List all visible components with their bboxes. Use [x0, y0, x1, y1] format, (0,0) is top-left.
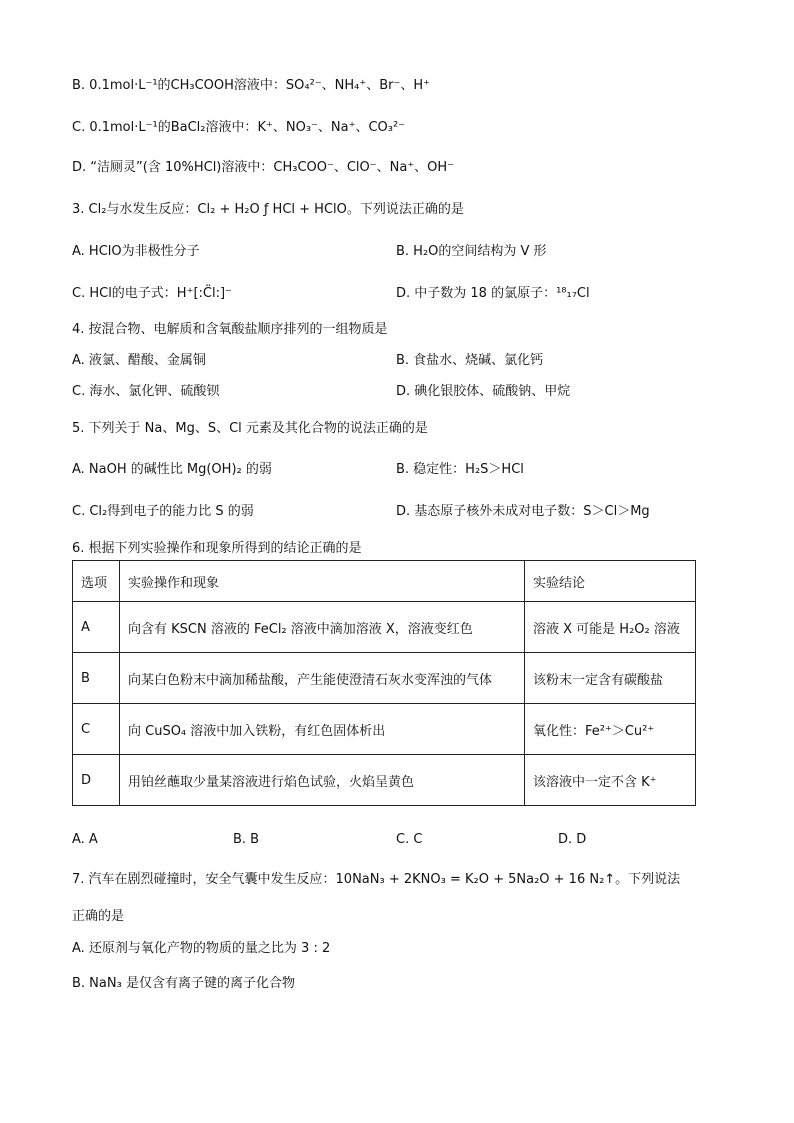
- q4-option-c: C. 海水、氯化钾、硫酸钡: [72, 384, 220, 399]
- q5-stem: 5. 下列关于 Na、Mg、S、Cl 元素及其化合物的说法正确的是: [72, 421, 428, 436]
- q4-option-a: A. 液氯、醋酸、金属铜: [72, 353, 206, 368]
- table-cell: B: [73, 653, 120, 704]
- q4-stem: 4. 按混合物、电解质和含氧酸盐顺序排列的一组物质是: [72, 322, 388, 337]
- q3-option-a: A. HClO为非极性分子: [72, 244, 200, 259]
- q6-option-c: C. C: [396, 832, 423, 847]
- table-header-cell: 实验结论: [525, 561, 696, 602]
- table-header-cell: 实验操作和现象: [120, 561, 525, 602]
- q4-option-d: D. 碘化银胶体、硫酸钠、甲烷: [396, 384, 571, 399]
- table-cell: 氧化性：Fe²⁺＞Cu²⁺: [525, 704, 696, 755]
- q5-option-b: B. 稳定性：H₂S＞HCl: [396, 462, 524, 477]
- table-cell: D: [73, 755, 120, 806]
- q6-option-a: A. A: [72, 832, 98, 847]
- table-header-cell: 选项: [73, 561, 120, 602]
- q6-option-d: D. D: [558, 832, 587, 847]
- table-cell: A: [73, 602, 120, 653]
- q4-option-b: B. 食盐水、烧碱、氯化钙: [396, 353, 544, 368]
- q2-option-d: D. “洁厕灵”(含 10%HCl)溶液中：CH₃COO⁻、ClO⁻、Na⁺、OH⁻: [72, 160, 455, 175]
- q7-option-a: A. 还原剂与氧化产物的物质的量之比为 3 : 2: [72, 941, 331, 956]
- q2-option-b: B. 0.1mol·L⁻¹的CH₃COOH溶液中：SO₄²⁻、NH₄⁺、Br⁻、H⁺: [72, 78, 431, 93]
- table-cell: 溶液 X 可能是 H₂O₂ 溶液: [525, 602, 696, 653]
- table-row: [73, 653, 696, 704]
- table-cell: 该溶液中一定不含 K⁺: [525, 755, 696, 806]
- q5-option-c: C. Cl₂得到电子的能力比 S 的弱: [72, 504, 254, 519]
- table-cell: 向含有 KSCN 溶液的 FeCl₂ 溶液中滴加溶液 X，溶液变红色: [120, 602, 525, 653]
- q7-stem-line2: 正确的是: [72, 909, 125, 924]
- table-row: [73, 704, 696, 755]
- table-row: [73, 602, 696, 653]
- q3-option-b: B. H₂O的空间结构为 V 形: [396, 244, 547, 259]
- q5-option-a: A. NaOH 的碱性比 Mg(OH)₂ 的弱: [72, 462, 272, 477]
- q7-stem-line1: 7. 汽车在剧烈碰撞时，安全气囊中发生反应：10NaN₃ + 2KNO₃ = K₂O + 5Na₂O + 16 N₂↑。下列说法: [72, 872, 681, 887]
- table-row: [73, 755, 696, 806]
- q5-option-d: D. 基态原子核外未成对电子数：S＞Cl＞Mg: [396, 504, 650, 519]
- q3-option-c: C. HCl的电子式：H⁺[:C̈l:]⁻: [72, 286, 232, 301]
- q7-option-b: B. NaN₃ 是仅含有离子键的离子化合物: [72, 976, 295, 991]
- table-cell: 用铂丝蘸取少量某溶液进行焰色试验，火焰呈黄色: [120, 755, 525, 806]
- q2-option-c: C. 0.1mol·L⁻¹的BaCl₂溶液中：K⁺、NO₃⁻、Na⁺、CO₃²⁻: [72, 120, 406, 135]
- table-cell: C: [73, 704, 120, 755]
- experiment-table: [72, 560, 696, 806]
- q3-stem: 3. Cl₂与水发生反应：Cl₂ + H₂O ƒ HCl + HClO。下列说法正确的是: [72, 202, 464, 217]
- table-header-row: [73, 561, 696, 602]
- q3-option-d: D. 中子数为 18 的氯原子：¹⁸₁₇Cl: [396, 286, 590, 301]
- q6-stem: 6. 根据下列实验操作和现象所得到的结论正确的是: [72, 541, 362, 556]
- q6-option-b: B. B: [233, 832, 260, 847]
- table-cell: 向某白色粉末中滴加稀盐酸，产生能使澄清石灰水变浑浊的气体: [120, 653, 525, 704]
- table-cell: 该粉末一定含有碳酸盐: [525, 653, 696, 704]
- table-cell: 向 CuSO₄ 溶液中加入铁粉，有红色固体析出: [120, 704, 525, 755]
